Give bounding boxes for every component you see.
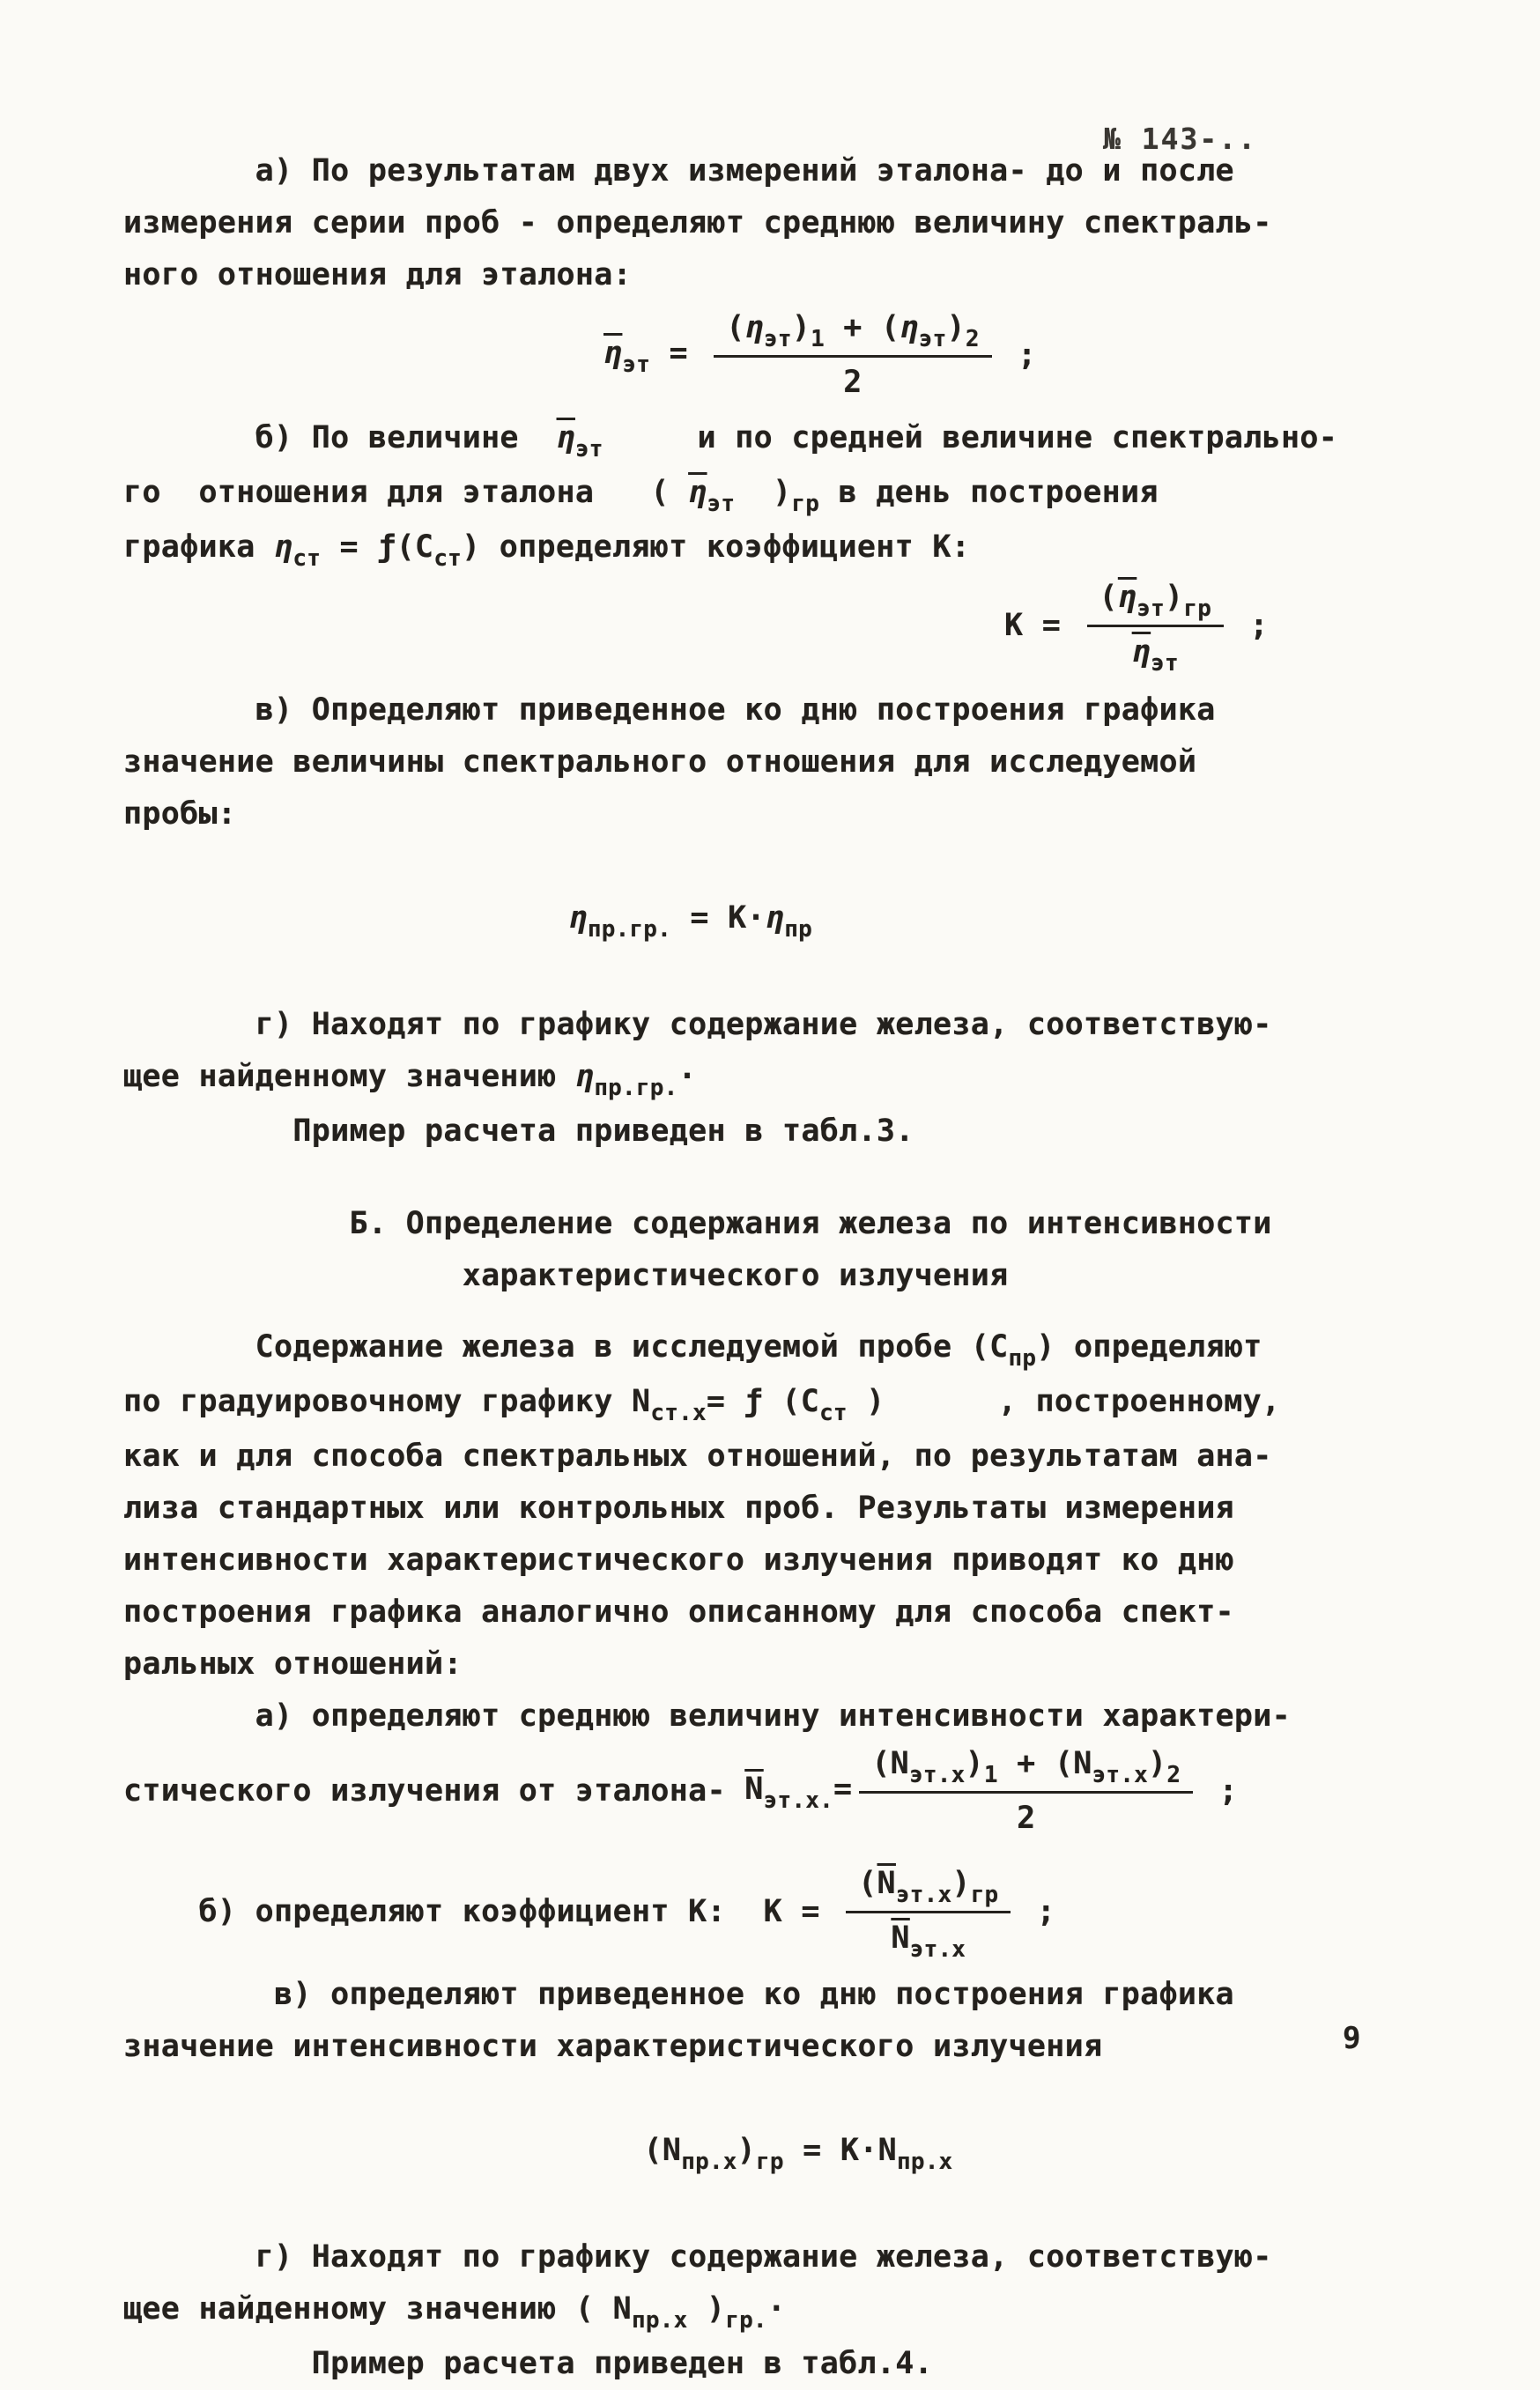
text-line: б) По величине $\overline{\eta}_{эт}$ и по средней величине спектрально-	[123, 420, 1338, 462]
text-line: щее найденному значению ( $N_{пр.х}$ )$_{гр.}\cdot$	[123, 2291, 787, 2334]
text-line: ного отношения для эталона:	[123, 257, 633, 292]
text-line: построения графика аналогично описанному для способа спект-	[123, 1595, 1234, 1630]
formula-reduced-spectral-ratio	[493, 840, 1505, 999]
paragraph-v-spectral	[123, 684, 1505, 840]
doc-number: № 143-..	[1103, 122, 1257, 156]
formula-body: $(N_{пр.х})_{гр} = К\cdot N_{пр.х}$	[643, 2133, 953, 2175]
paragraph-a-spectral	[123, 145, 1505, 301]
text-line: Пример расчета приведен в табл.4.	[123, 2346, 933, 2381]
text-line: г) Находят по графику содержание железа, соответствую-	[123, 1007, 1272, 1042]
formula-tail: ;	[1018, 1894, 1056, 1929]
text-line: интенсивности характеристического излучения приводят ко дню	[123, 1543, 1234, 1578]
text-line: ральных отношений:	[123, 1646, 463, 1682]
paragraph-a-intensity-line1: а) определяют среднюю величину интенсивности характери-	[123, 1698, 1292, 1734]
formula-coefficient-k-spectral	[1004, 576, 1269, 676]
text-line: в) Определяют приведенное ко дню построения графика	[123, 692, 1216, 728]
fraction-denominator: $\overline{\eta}_{эт}$	[1131, 634, 1179, 677]
section-b-heading	[123, 1198, 1505, 1302]
formula-coefficient-k-intensity	[764, 1862, 1056, 1962]
paragraph-g-intensity	[123, 2231, 1505, 2390]
formula-tail: ;	[1200, 1772, 1238, 1809]
section-b-intro	[123, 1321, 1505, 1691]
text-line: значение интенсивности характеристического излучения	[123, 2029, 1103, 2064]
text-line: графика $\eta_{ст}$ = $ƒ(С_{ст})$ определяют коэффициент К:	[123, 529, 971, 572]
formula-mean-spectral-ratio	[603, 307, 1037, 403]
formula-body: $\eta_{пр.гр.} = К\cdot\eta_{пр}$	[568, 900, 812, 943]
formula-reduced-intensity	[568, 2073, 1505, 2231]
paragraph-v-intensity	[123, 1969, 1505, 2073]
text-line: щее найденному значению $\eta_{пр.гр.}\cdot$	[123, 1059, 697, 1101]
formula-lhs: $\overline{\eta}_{эт}$ =	[603, 336, 707, 378]
text-line: измерения серии проб - определяют среднюю величину спектраль-	[123, 205, 1272, 240]
text-line: го отношения для эталона ( $\overline{\eta}_{эт}$ )$_{гр}$ в день построения	[123, 475, 1159, 517]
fraction	[846, 1862, 1011, 1962]
text-line: как и для способа спектральных отношений, по результатам ана-	[123, 1439, 1272, 1474]
fraction	[1087, 576, 1225, 676]
formula-lhs: К =	[763, 1894, 840, 1929]
fraction	[859, 1743, 1193, 1839]
text-line: характеристического излучения	[123, 1258, 1009, 1293]
text-before-formula: стического излучения от эталона-	[123, 1772, 745, 1809]
text-line: по градуировочному графику $N_{ст.х}=$ ƒ ($С_{ст}$ ) , построенному,	[123, 1384, 1281, 1426]
page-number: 9	[1343, 2021, 1361, 2056]
text-line: а) По результатам двух измерений эталона- до и после	[123, 153, 1234, 189]
text-line: Содержание железа в исследуемой пробе $(С_{пр})$ определяют	[123, 1329, 1262, 1372]
formula-tail: ;	[1231, 608, 1269, 643]
text-line: лиза стандартных или контрольных проб. Результаты измерения	[123, 1491, 1234, 1526]
fraction-numerator: $(\eta_{эт})_1 + (\eta_{эт})_2$	[714, 307, 992, 358]
formula-lhs: $\overline{N}_{эт.х.}=$	[744, 1772, 853, 1814]
formula-mean-intensity	[744, 1743, 1238, 1839]
paragraph-b-intensity	[123, 1862, 1505, 1962]
fraction	[714, 307, 992, 403]
text-before-formula: б) определяют коэффициент К:	[123, 1894, 764, 1929]
fraction-denominator: 2	[843, 365, 863, 400]
fraction-numerator: $(\overline{\eta}_{эт})_{гр}$	[1087, 576, 1225, 627]
text-line: пробы:	[123, 796, 237, 832]
text-line: в) определяют приведенное ко дню построения графика	[123, 1977, 1234, 2012]
fraction-denominator: $\overline{N}_{эт.х}$	[891, 1920, 966, 1963]
text-line: Б. Определение содержания железа по интенсивности	[123, 1206, 1272, 1241]
text-line: г) Находят по графику содержание железа, соответствую-	[123, 2239, 1272, 2275]
fraction-denominator: 2	[1017, 1801, 1036, 1836]
paragraph-b-spectral	[123, 412, 1505, 576]
paragraph-a-intensity-line2	[123, 1743, 1505, 1839]
formula-lhs: К =	[1004, 608, 1080, 643]
formula-tail: ;	[998, 337, 1037, 373]
fraction-numerator: $(\overline{N}_{эт.х})_{гр}$	[846, 1862, 1011, 1913]
paragraph-g-spectral	[123, 999, 1505, 1158]
text-line: значение величины спектрального отношения для исследуемой	[123, 744, 1197, 780]
text-line: Пример расчета приведен в табл.3.	[123, 1114, 914, 1149]
fraction-numerator: $(N_{эт.х})_1 + (N_{эт.х})_2$	[859, 1743, 1193, 1794]
